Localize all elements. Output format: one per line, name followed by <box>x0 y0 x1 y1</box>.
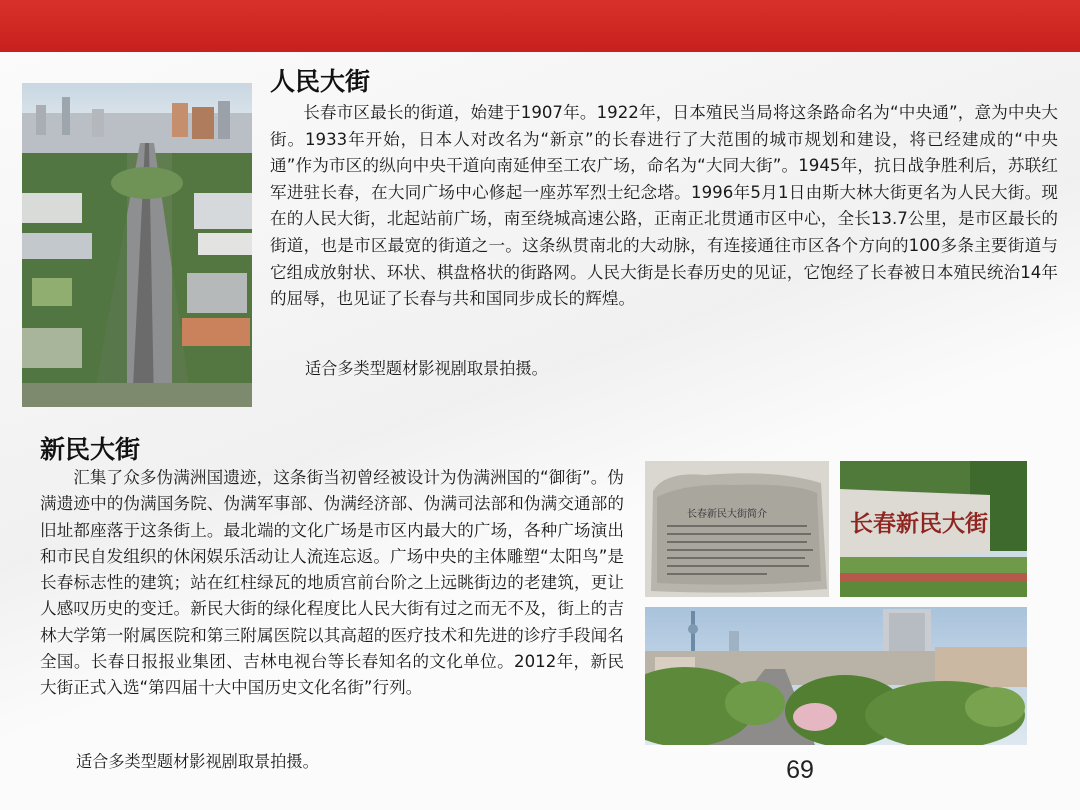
sign-calligraphy-text: 长春新民大街 <box>850 510 988 537</box>
section-title-xinmin-street: 新民大街 <box>40 435 141 464</box>
section-body-renmin-street: 长春市区最长的街道，始建于1907年。1922年，日本殖民当局将这条路命名为“中央通”，意为中央大街。1933年开始，日本人对改名为“新京”的长春进行了大范围的城市规划和建设，将已经建成的“中央通”作为市区的纵向中央干道向南延伸至工农广场，命名为“大同大街”。1945年，抗日战争胜利后，苏联红军进驻长春，在大同广场中心修起一座苏军烈士纪念塔。1996年5月1日由斯大林大街更名为人民大街。现在的人民大街，北起站前广场，南至绕城高速公路，正南正北贯通市区中心，全长13.7公里，是市区最长的街道，也是市区最宽的街道之一。这条纵贯南北的大动脉，有连接通往市区各个方向的100多条主要街道与它组成放射状、环状、棋盘格状的街路网。人民大街是长春历史的见证，它饱经了长春被日本殖民统治14年的屈辱，也见证了长春与共和国同步成长的辉煌。 <box>270 103 1058 309</box>
renmin-street-aerial-photo <box>22 83 252 407</box>
section-title-renmin-street: 人民大街 <box>270 67 371 96</box>
section-body-xinmin-street: 汇集了众多伪满洲国遗迹，这条街当初曾经被设计为伪满洲国的“御街”。伪满遗迹中的伪满国务院、伪满军事部、伪满经济部、伪满司法部和伪满交通部的旧址都座落于这条街上。最北端的文化广场是市区内最大的广场，各种广场演出和市民自发组织的休闲娱乐活动让人流连忘返。广场中央的主体雕塑“太阳鸟”是长春标志性的建筑；站在红柱绿瓦的地质宫前台阶之上远眺街边的老建筑，更让人感叹历史的变迁。新民大街的绿化程度比人民大街有过之而无不及，街上的吉林大学第一附属医院和第三附属医院以其高超的医疗技术和先进的诊疗手段闻名全国。长春日报报业集团、吉林电视台等长春知名的文化单位。2012年，新民大街正式入选“第四届十大中国历史文化名街”行列。 <box>40 468 624 698</box>
filming-suitability-note: 适合多类型题材影视剧取景拍摄。 <box>76 752 319 771</box>
stone-inscription-title: 长春新民大街简介 <box>687 509 767 520</box>
xinmin-street-stone-inscription-photo <box>645 461 829 597</box>
xinmin-street-sign-photo <box>840 461 1027 597</box>
page-number: 69 <box>786 756 814 784</box>
xinmin-street-view-photo <box>645 607 1027 745</box>
filming-suitability-note: 适合多类型题材影视剧取景拍摄。 <box>305 359 548 378</box>
header-bar <box>0 0 1080 52</box>
